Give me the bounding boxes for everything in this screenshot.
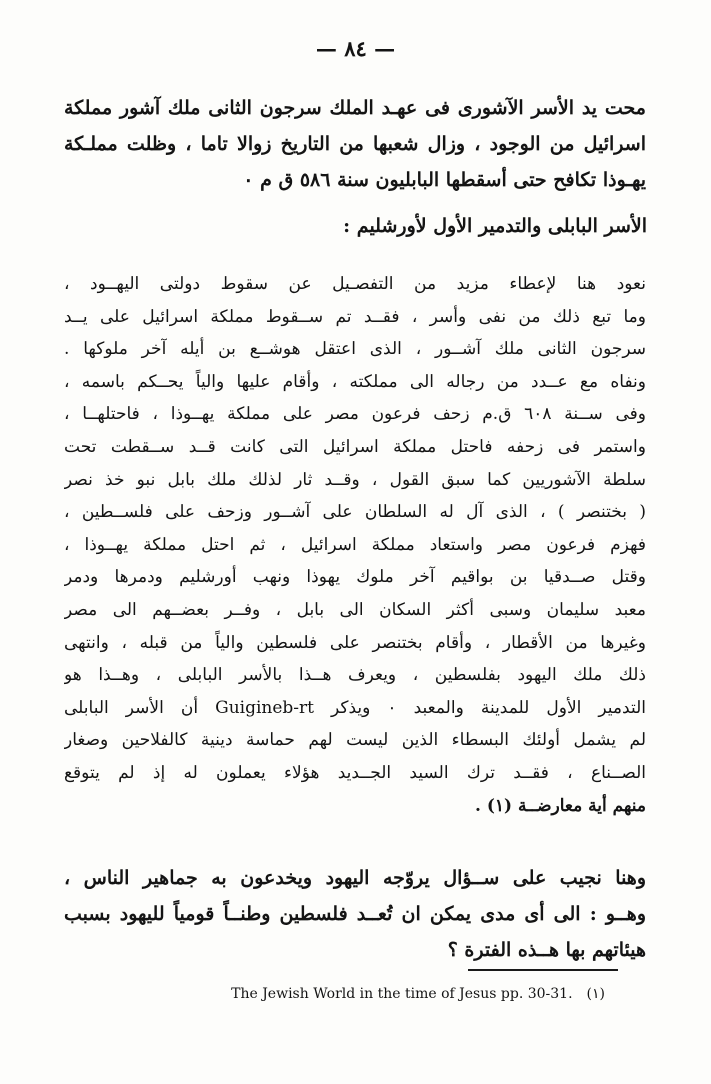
body-line: ونفاه مع عــدد من رجاله الى مملكته ، وأقام عليها والياً يحــكم باسمه ، — [64, 371, 646, 392]
body-line: واستمر فى زحفه فاحتل مملكة اسرائيل التى كانت قــد ســقطت تحت — [64, 436, 646, 457]
body-line: منهم أية معارضــة (١) . — [475, 795, 646, 816]
footnote-text: The Jewish World in the time of Jesus pp. 30-31. — [231, 986, 573, 1002]
conclusion-line: هيئاتهم بها هــذه الفترة ؟ — [447, 939, 646, 961]
body-line: نعود هنا لإعطاء مزيد من التفصـيل عن سقوط دولتى اليهــود ، — [64, 274, 646, 294]
body-line: الصــناع ، فقــد ترك السيد الجــديد هؤلاء يعملون له إذ لم يتوقع — [64, 762, 646, 783]
body-line: معبد سليمان وسبى أكثر السكان الى بابل ، وفــر بعضــهم الى مصر — [64, 599, 646, 620]
body-paragraph — [64, 268, 646, 822]
footnote — [231, 986, 605, 1002]
body-line: وما تبع ذلك من نفى وأسر ، فقــد تم ســقوط مملكة اسرائيل على يــد — [64, 306, 646, 327]
body-line: سرجون الثانى ملك آشــور ، الذى اعتقل هوشــع بن أيله آخر ملوكها . — [64, 339, 646, 360]
body-line: ( بختنصر ) ، الذى آل له السلطان على آشــور وزحف على فلســطين ، — [64, 502, 646, 523]
body-line: وغيرها من الأقطار ، وأقام بختنصر على فلسطين والياً من قبله ، وانتهى — [64, 632, 646, 653]
footnote-marker: (١) — [586, 986, 605, 1002]
intro-line: اسرائيل من الوجود ، وزال شعبها من التاريخ زوالا تاما ، وظلت مملـكة — [64, 133, 646, 155]
body-line: وقتل صــدقيا بن بواقيم آخر ملوك يهوذا ونهب أورشليم ودمرها ودمر — [64, 567, 646, 588]
body-line: ذلك ملك اليهود بفلسطين ، ويعرف هــذا بالأسر البابلى ، وهــذا هو — [64, 665, 646, 686]
intro-line: محت يد الأسر الآشورى فى عهـد الملك سرجون الثانى ملك آشور مملكة — [64, 97, 646, 119]
body-line: التدمير الأول للمدينة والمعبد ٠ ويذكر Guigineb-rt أن الأسر البابلى — [64, 697, 646, 718]
footnote-divider — [468, 969, 618, 971]
body-line: لم يشمل أولئك البسطاء الذين ليست لهم حماسة دينية كالفلاحين وصغار — [64, 730, 646, 751]
conclusion-line: وهــو : الى أى مدى يمكن ان تُعــد فلسطين وطنــاً قومياً لليهود بسبب — [64, 903, 646, 925]
body-line: وفى ســنة ٦٠٨ ق.م زحف فرعون مصر على مملكة يهــوذا ، فاحتلهــا ، — [64, 404, 646, 425]
intro-paragraph — [64, 90, 646, 198]
body-line: فهزم فرعون مصر واستعاد مملكة اسرائيل ، ثم احتل مملكة يهــوذا ، — [64, 534, 646, 555]
conclusion-line: وهنا نجيب على ســؤال يروّجه اليهود ويخدعون به جماهير الناس ، — [64, 867, 646, 889]
section-heading: الأسر البابلى والتدمير الأول لأورشليم : — [343, 215, 647, 237]
body-line: سلطة الآشوريين كما سبق القول ، وقــد ثار لذلك ملك بابل نبو خذ نصر — [64, 469, 646, 490]
conclusion-paragraph — [64, 860, 646, 968]
page-number: — ٨٤ — — [315, 36, 396, 61]
intro-line: يهـوذا تكافح حتى أسقطها البابليون سنة ٥٨٦ ق م ٠ — [243, 169, 646, 191]
